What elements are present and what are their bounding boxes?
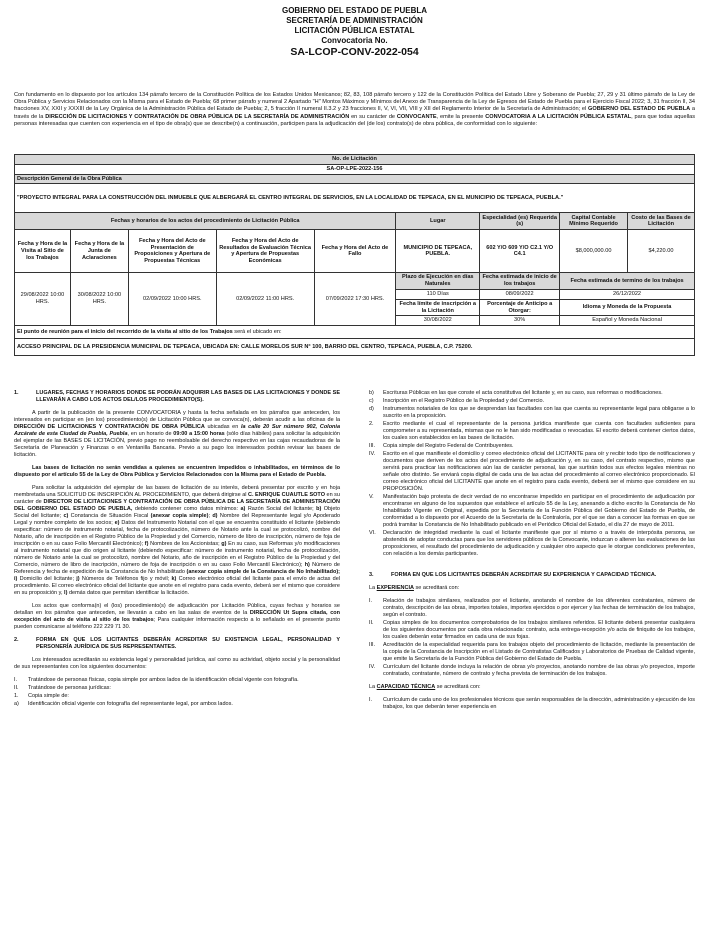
table-row: [15, 184, 695, 213]
start-date-value: 08/09/2022: [480, 289, 560, 299]
section-2-paragraph: Los interesados acreditarán su existencia legal y personalidad jurídica, así como su actividad, objeto social y la personalidad de sus representantes con los siguientes documentos:: [14, 657, 340, 670]
table-row: [15, 213, 695, 230]
experience-intro: La EXPERIENCIA se acreditará con:: [369, 585, 460, 591]
section-1-paragraph-1: A partir de la publicación de la presente CONVOCATORIA y hasta la fecha señalada en los párrafos que anteceden, los interesados en participar en (en los) procedimiento(s) de Licitación Pública que se convoca(n), deberán acudir a las oficinas de la DIRECCIÓN DE LICITACIONES Y CONTRATACIÓN DE OBRA PÚBLICA ubicadas en la calle 20 Sur número 902, Colonia Azcárate de esta Ciudad de Puebla, Puebla, en un horario de 09:00 a 15:00 horas (sólo días hábiles) para solicitar la adquisición del ejemplar de las BASES DE LICITACIÓN, previo pago no reembolsable del derecho respectivo en las cajas recaudadoras de la Secretaría de Planeación y Finanzas o en Ventanilla Bancaria. Previo a su pago los interesados podrán revisar las bases de licitación.: [14, 410, 341, 458]
right-column: [369, 390, 695, 712]
section-1-paragraph-4: Los actos que conforma(n) el (los) procedimiento(s) de adjudicación por Licitación Pública, cuyas fechas y horarios se detallan en los párrafos que anteceden, se llevarán a cabo en las salas de eventos de la DIRECCIÓN Ut Supra citada, con excepción del acto de visita al sitio de los trabajos; Para cualquier información respecto a lo señalado en el presente punto pueden comunicarse al teléfono 222 229 71 30.: [14, 603, 341, 630]
list-item: 2. Escrito mediante el cual el representante de la persona jurídica manifieste que cuenta con facultades suficientes para comprometer a su representada, mismas que no le han sido modificadas o revocadas. El escrito deberá contener ciertos datos, los cuales son establecidos en las bases de licitación.: [369, 421, 695, 441]
specialty-value: 602 Y/O 609 Y/O C2.1 Y/O C4.1: [480, 230, 560, 273]
table-row: [15, 326, 695, 339]
list-item: III. Acreditación de la especialidad requerida para los trabajos objeto del procedimiento de licitación, mediante la presentación de la copia de la Constancia de Inscripción en el Listado de Contratistas Calificados y Laboratorios de Pruebas de Calidad vigente, que emite la Secretaría de la Función Pública del Gobierno del Estado de Puebla.: [369, 642, 695, 662]
table-row: [15, 155, 695, 165]
list-item: V. Manifestación bajo protesta de decir verdad de no encontrarse impedido en participar en el procedimiento de adjudicación por encontrarse en alguno de los supuestos que establece el artículo 55 de la Ley, anexando a dicho escrito la Constancia de No Inhabilitado Vigente en Original, expedida por la Secretaría de la Función Pública del Gobierno del Estado de Puebla, de conformidad a lo dispuesto por el Acuerdo de la Secretaría de la Contraloría, por el que se dan a conocer las formas en que se podrá tramitar la Constancia de No Inhabilitado publicado en el Periódico Oficial del Estado, el día 27 de mayo de 2011.: [369, 494, 695, 528]
registration-deadline-value: 30/08/2022: [396, 316, 480, 326]
capital-value: $8,000,000.00: [560, 230, 628, 273]
advance-value: 30%: [480, 316, 560, 326]
place-value: MUNICIPIO DE TEPEACA, PUEBLA.: [396, 230, 480, 273]
intro-paragraph: Con fundamento en lo dispuesto por los artículos 134 párrafo tercero de la Constitución Política de los Estados Unidos Mexicanos; 82, 83, 108 párrafo tercero y 122 de la Constitución Política del Estado Libre y Soberano de Puebla; 27, 29 y 31 último párrafo de la Ley de Obra Pública y Servicios Relacionados con la Misma para el Estado de Puebla; 68 primer párrafo y numeral 2 Apartado "H" Montos Máximos y Mínimos del Anexo de Transparencia de la Ley de Egresos del Estado de Puebla para el Ejercicio Fiscal 2022; 3, 31 fracción II, 34 fracciones XV, XXII y XXXIII de la Ley Orgánica de la Administración Pública del Estado de Puebla; 2, 5 fracción II numeral II.3.2 y 23 fracciones II, V, VI, VII, VIII y XII del Reglamento Interior de la Secretaría de Administración; el GOBIERNO DEL ESTADO DE PUEBLA a través de la DIRECCIÓN DE LICITACIONES Y CONTRATACIÓN DE OBRA PÚBLICA DE LA SECRETARÍA DE ADMINISTRACIÓN en su carácter de CONVOCANTE, emite la presente CONVOCATORIA A LA LICITACIÓN PÚBLICA ESTATAL, para que todas aquellas personas interesadas que cuenten con experiencia en el tipo de obra(s) que se describe(n) a continuación, participen para la adjudicación del (de los) contrato(s) de obra pública, de conformidad con lo siguiente:: [14, 92, 696, 127]
list-item: c) Inscripción en el Registro Público de la Propiedad y del Comercio.: [369, 398, 545, 404]
header-tender-type: LICITACIÓN PÚBLICA ESTATAL: [294, 26, 415, 35]
tender-table: [14, 154, 695, 356]
dates-header: Fechas y horarios de los actos del procedimiento de Licitación Pública: [15, 213, 396, 230]
list-item: II. Copias simples de los documentos comprobatorios de los trabajos similares referidos. El licitante deberá presentar cualquiera de los siguientes documentos por cada obra relacionada: contrato, acta entrega-recepción y/o acta de finiquito de los trabajos, los cuales deberán estar firmados en cada una de sus fojas.: [369, 620, 695, 640]
description-text: "PROYECTO INTEGRAL PARA LA CONSTRUCCIÓN DEL INMUEBLE QUE ALBERGARÁ EL CENTRO INTEGRAL DE SERVICIOS, EN LA LOCALIDAD DE TEPEACA, EN EL MUNICIPIO DE TEPEACA, PUEBLA.": [15, 184, 695, 213]
proposal-value: 02/09/2022 10:00 HRS.: [128, 273, 216, 326]
header-call-label: Convocatoria No.: [321, 36, 388, 45]
site-visit-header: Fecha y Hora de la Visita al Sitio de los Trabajos: [15, 230, 71, 273]
evaluation-value: 02/09/2022 11:00 HRS.: [216, 273, 314, 326]
evaluation-header: Fecha y Hora del Acto de Resultados de Evaluación Técnica y Apertura de Propuestas Económicas: [216, 230, 314, 273]
document-header: [0, 0, 709, 59]
meeting-point-label: El punto de reunión para el inicio del recorrido de la visita al sitio de los Trabajos será el ubicado en:: [15, 326, 695, 339]
registration-deadline-header: Fecha límite de inscripción a la Licitación: [396, 299, 480, 316]
list-item: II. Tratándose de personas jurídicas:: [14, 685, 111, 691]
header-government: GOBIERNO DEL ESTADO DE PUEBLA: [281, 6, 428, 15]
list-item: III. Copia simple del Registro Federal de Contribuyentes.: [369, 443, 514, 449]
list-item: d) Instrumentos notariales de los que se desprendan las facultades con las que cuenta su representante legal para obligarse a lo suscrito en la proposición.: [369, 406, 695, 419]
list-item: 1. Copia simple de:: [14, 693, 69, 699]
list-item: VI. Declaración de integridad mediante la cual el licitante manifieste que por sí mismo o a través de interpósita persona, se abstendrá de adoptar conductas para que los servidores públicos de la Convocante, induzcan o alteren las evaluaciones de las proposiciones, el resultado del procedimiento de adjudicación y cualquier otro aspecto que le otorgue condiciones preferentes, con relación a los demás participantes.: [369, 530, 695, 557]
term-value: 110 Días: [396, 289, 480, 299]
section-1-paragraph-3: Para solicitar la adquisición del ejemplar de las bases de licitación de su interés, deberá presentar por escrito y en hoja membretada una SOLICITUD DE INSCRIPCIÓN AL PROCEDIMIENTO, que deberá dirigirse al C. ENRIQUE CUAUTLE SOTO en su carácter de DIRECTOR DE LICITACIONES Y CONTRATACIÓN DE OBRA PÚBLICA DE LA SECRETARÍA DE ADMINISTRACIÓN DEL GOBIERNO DEL ESTADO DE PUEBLA, debiendo contener como datos mínimos: a) Razón Social del licitante; b) Objeto Social del licitante; c) Constancia de Situación Fiscal (anexar copia simple); d) Nombre del Representante legal y/o Apoderado Legal y nombre completo de los socios; e) Datos del Instrumento Notarial con el que se encuentra constituido el licitante (debiendo especificar: número de instrumento notarial, fecha de protocolización, número de Notario ante la cual se protocolizó, nombre del Notario, año de inscripción en el Registro Público de la Propiedad y del Comercio, número de libro de inscripción, número de foja de inscripción o en su caso Folio Mercantil Electrónico); f) Nombres de los Accionistas; g) En su caso, sus Reformas y/o modificaciones al instrumento notarial que dio origen al licitante (debiendo especificar: número de instrumento notarial, fecha de protocolización, número de Notario ante la cual se protocolizó, nombre del Notario, año de inscripción en el Registro Público de la Propiedad y del Comercio, número de libro de inscripción, número de foja de inscripción o en su caso Folio Mercantil Electrónico); h) Número de Referencia y fecha de expedición de la Constancia de No Inhabilitado (anexar copia simple de la Constancia de No Inhabilitado); i) Domicilio del licitante; j) Números de Teléfonos fijo y móvil; k) Correo electrónico oficial del licitante para el envío de actas del procedimiento. El correo electrónico oficial del licitante que anote en el registro para cada evento, deberá ser el mismo que considere en su proposición y, l) demás datos que permitan identificar la licitación.: [14, 485, 341, 596]
list-item: I. Tratándose de personas físicas, copia simple por ambos lados de la identificación oficial vigente con fotografía.: [14, 677, 299, 683]
cost-header: Costo de las Bases de Licitación: [628, 213, 695, 230]
table-row: [15, 273, 695, 290]
end-date-header: Fecha estimada de termino de los trabajos: [560, 273, 695, 290]
advance-header: Porcentaje de Anticipo a Otorgar:: [480, 299, 560, 316]
list-item: IV. Escrito en el que manifieste el domicilio y correo electrónico oficial del LICITANTE para oír y recibir todo tipo de notificaciones y documentos que deriven de los actos del procedimiento de adjudicación y, en su caso, del contrato respectivo, mismo que servirá para practicar las notificaciones aún las de carácter personal, las que surtirán todos sus efectos legales mientras no señale otro distinto. Se enviará copia digital de cada una de las actas del procedimiento al correo electrónico proporcionado. El correo electrónico oficial del LICITANTE que anote en el registro para cada evento, deberá ser el mismo que considere en su PROPOSICIÓN.: [369, 451, 695, 492]
section-3-title: 3. FORMA EN QUE LOS LICITANTES DEBERÁN ACREDITAR SU EXPERIENCIA Y CAPACIDAD TÉCNICA.: [369, 572, 657, 578]
section-1-title: 1. LUGARES, FECHAS Y HORARIOS DONDE SE PODRÁN ADQUIRIR LAS BASES DE LAS LICITACIONES Y DONDE SE LLEVARÁN A CABO LOS ACTOS DEL/LOS PROCEDIMIENTO(S).: [14, 390, 340, 403]
description-label: Descripción General de la Obra Pública: [15, 174, 695, 184]
capacity-intro: La CAPACIDAD TÉCNICA se acreditará con:: [369, 684, 481, 690]
list-item: I. Relación de trabajos similares, realizados por el licitante, anotando el nombre de los diferentes contratantes, número de contrato, descripción de las obras, importes totales, importes ejercidos o por ejercer y las fechas de terminación de los trabajos, según el contrato.: [369, 598, 695, 618]
header-secretariat: SECRETARÍA DE ADMINISTRACIÓN: [286, 16, 423, 25]
list-item: a) Identificación oficial vigente con fotografía del representante legal, por ambos lados.: [14, 701, 233, 707]
language-value: Español y Moneda Nacional: [560, 316, 695, 326]
header-call-number: SA-LCOP-CONV-2022-054: [290, 46, 419, 58]
clarification-header: Fecha y Hora de la Junta de Aclaraciones: [70, 230, 128, 273]
tender-number-label: No. de Licitación: [15, 155, 695, 165]
specialty-header: Especialidad (es) Requerida (s): [480, 213, 560, 230]
site-visit-value: 29/08/2022 10:00 HRS.: [15, 273, 71, 326]
left-column: [14, 390, 340, 709]
start-date-header: Fecha estimada de inicio de los trabajos: [480, 273, 560, 290]
ruling-header: Fecha y Hora del Acto de Fallo: [314, 230, 396, 273]
end-date-value: 26/12/2022: [560, 289, 695, 299]
meeting-point-address: ACCESO PRINCIPAL DE LA PRESIDENCIA MUNICIPAL DE TEPEACA, UBICADA EN: CALLE MORELOS SUR N° 100, BARRIO DEL CENTRO, TEPEACA, PUEBLA, C.P. 75200.: [15, 339, 695, 356]
list-item: I. Currículum de cada uno de los profesionales técnicos que serán responsables de la dirección, administración y ejecución de los trabajos, los que deberán tener experiencia en: [369, 697, 695, 710]
capital-header: Capital Contable Mínimo Requerido: [560, 213, 628, 230]
section-2-title: 2. FORMA EN QUE LOS LICITANTES DEBERÁN ACREDITAR SU EXISTENCIA LEGAL, PERSONALIDAD Y PERSONERÍA JURÍDICA DE SUS REPRESENTANTES.: [14, 637, 340, 650]
ruling-value: 07/09/2022 17:30 HRS.: [314, 273, 396, 326]
section-1-paragraph-2: Las bases de licitación no serán vendidas a quienes se encuentren impedidos o inhabilitados, en términos de lo dispuesto por el artículo 55 de la Ley de Obra Pública y Servicios Relacionados con la Misma para el Estado de Puebla.: [14, 465, 340, 478]
term-header: Plazo de Ejecución en días Naturales: [396, 273, 480, 290]
tender-number: SA-OP-LPE-2022-156: [15, 164, 695, 174]
cost-value: $4,220.00: [628, 230, 695, 273]
language-header: Idioma y Moneda de la Propuesta: [560, 299, 695, 316]
table-row: [15, 174, 695, 184]
table-row: [15, 339, 695, 356]
list-item: IV. Currículum del licitante donde incluya la relación de obras y/o proyectos, anotando nombre de las obras y/o proyectos, importe contratado, contratante, número de contrato y fecha prevista de terminación de los trabajos.: [369, 664, 695, 677]
clarification-value: 30/08/2022 10:00 HRS.: [70, 273, 128, 326]
proposal-header: Fecha y Hora del Acto de Presentación de Proposiciones y Apertura de Propuestas Técnicas: [128, 230, 216, 273]
table-row: [15, 164, 695, 174]
place-header: Lugar: [396, 213, 480, 230]
list-item: b) Escrituras Públicas en las que conste el acta constitutiva del licitante y, en su caso, sus reformas o modificaciones.: [369, 390, 663, 396]
